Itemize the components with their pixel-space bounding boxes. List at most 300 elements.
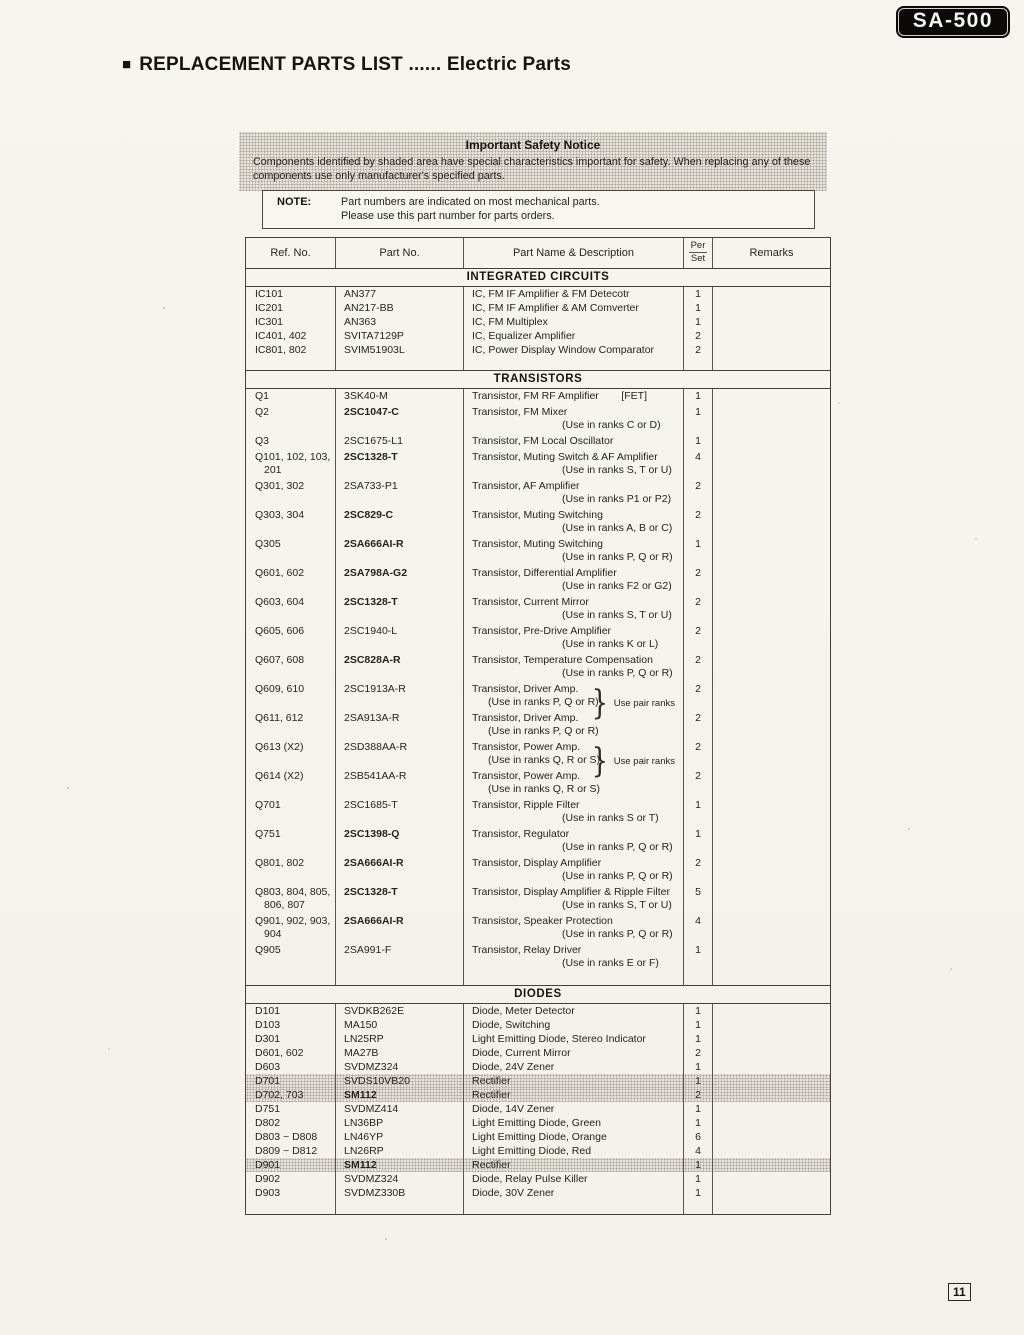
parts-table: [245, 237, 831, 1215]
remarks-cell: [713, 1158, 830, 1172]
ref-line: D903: [255, 1187, 281, 1199]
safety-notice-box: [239, 132, 827, 191]
per-set-cell: [684, 1018, 713, 1032]
description-line: Transistor, Pre-Drive Amplifier: [472, 625, 612, 637]
section-title: DIODES: [246, 985, 830, 1004]
qty-line: 1: [695, 944, 701, 956]
description-line: Transistor, Power Amp.: [472, 741, 581, 753]
description-cell: [464, 798, 684, 827]
description-cell: [464, 1018, 684, 1032]
part-number: 3SK40-M: [336, 389, 464, 405]
table-row: [246, 1060, 830, 1074]
remarks-cell: [713, 1046, 830, 1060]
part-number: 2SB541AA-R: [336, 769, 464, 798]
qty-line: 1: [695, 799, 701, 811]
ref-line: Q905: [255, 944, 281, 956]
ref-line: D701: [255, 1075, 281, 1087]
part-number: LN46YP: [336, 1130, 464, 1144]
description-cell: [464, 1102, 684, 1116]
ref-cell: [246, 1172, 336, 1186]
spacer-cell: [713, 357, 830, 370]
table-row: [246, 1004, 830, 1018]
part-number: 2SA666AI-R: [336, 856, 464, 885]
note-box: [262, 190, 815, 229]
part-number: SM112: [336, 1158, 464, 1172]
ref-line: Q3: [255, 435, 270, 447]
qty-line: [684, 725, 712, 738]
per-set-cell: [684, 1130, 713, 1144]
qty-line: 4: [695, 451, 701, 463]
ref-line: D702, 703: [255, 1089, 304, 1101]
table-row: [246, 711, 830, 740]
table-row: [246, 508, 830, 537]
part-number: 2SC1940-L: [336, 624, 464, 653]
description-line: Transistor, Regulator: [472, 828, 570, 840]
ref-cell: [246, 914, 336, 943]
remarks-cell: [713, 798, 830, 827]
table-row: [246, 1186, 830, 1200]
ref-line: D301: [255, 1033, 281, 1045]
qty-line: [684, 609, 712, 622]
ref-cell: [246, 479, 336, 508]
part-number: SVDS10VB20: [336, 1074, 464, 1088]
description-line: (Use in ranks S, T or U): [562, 464, 672, 476]
ref-cell: [246, 769, 336, 798]
qty-line: 4: [695, 915, 701, 927]
table-row: [246, 405, 830, 434]
remarks-cell: [713, 1172, 830, 1186]
remarks-cell: [713, 624, 830, 653]
note-line-1: Part numbers are indicated on most mechanical parts.: [341, 196, 600, 208]
model-badge: SA-500: [896, 6, 1010, 38]
ref-line: Q301, 302: [255, 480, 305, 492]
parts-table-body: [246, 269, 830, 1214]
part-number: SVITA7129P: [336, 329, 464, 343]
brace-glyph: }: [591, 683, 609, 723]
spacer-cell: [464, 1200, 684, 1214]
qty-line: 5: [695, 886, 701, 898]
part-number: MA150: [336, 1018, 464, 1032]
ref-cell: [246, 287, 336, 301]
qty-line: 1: [695, 1075, 701, 1087]
page-number: 11: [948, 1283, 971, 1301]
per-set-cell: [684, 798, 713, 827]
part-number: 2SA666AI-R: [336, 914, 464, 943]
qty-line: 2: [695, 330, 701, 342]
table-row: [246, 624, 830, 653]
description-line: (Use in ranks C or D): [562, 419, 661, 431]
description-line: Rectifier: [472, 1075, 511, 1087]
table-row: [246, 1158, 830, 1172]
remarks-cell: [713, 769, 830, 798]
description-cell: [464, 595, 684, 624]
per-set-cell: [684, 479, 713, 508]
remarks-cell: [713, 1088, 830, 1102]
description-line: Light Emitting Diode, Stereo Indicator: [472, 1033, 646, 1045]
remarks-cell: [713, 329, 830, 343]
ref-line: Q701: [255, 799, 281, 811]
per-set-cell: [684, 1172, 713, 1186]
header-set: Set: [690, 253, 706, 264]
description-line: (Use in ranks E or F): [562, 957, 659, 969]
part-number: MA27B: [336, 1046, 464, 1060]
qty-line: 2: [695, 857, 701, 869]
ref-line: Q601, 602: [255, 567, 305, 579]
qty-line: 1: [695, 1019, 701, 1031]
remarks-cell: [713, 508, 830, 537]
remarks-cell: [713, 1060, 830, 1074]
table-row: [246, 1144, 830, 1158]
table-row: [246, 329, 830, 343]
per-set-cell: [684, 450, 713, 479]
per-set-cell: [684, 1046, 713, 1060]
spacer-cell: [464, 972, 684, 985]
remarks-cell: [713, 389, 830, 405]
ref-cell: [246, 1186, 336, 1200]
description-line: Light Emitting Diode, Red: [472, 1145, 592, 1157]
ref-line: D103: [255, 1019, 281, 1031]
table-spacer-row: [246, 972, 830, 985]
qty-line: 1: [695, 1117, 701, 1129]
part-number: AN377: [336, 287, 464, 301]
description-cell: [464, 343, 684, 357]
qty-line: [684, 957, 712, 970]
description-line: (Use in ranks P, Q or R): [562, 667, 673, 679]
header-part-name-description: Part Name & Description: [464, 238, 684, 268]
part-number: SVDMZ324: [336, 1172, 464, 1186]
description-cell: [464, 624, 684, 653]
description-cell: [464, 885, 684, 914]
qty-line: 6: [695, 1131, 701, 1143]
description-line: Transistor, Muting Switching: [472, 509, 603, 521]
remarks-cell: [713, 1186, 830, 1200]
ref-cell: [246, 389, 336, 405]
ref-line: Q614 (X2): [255, 770, 304, 782]
table-row: [246, 1088, 830, 1102]
remarks-cell: [713, 301, 830, 315]
qty-line: [684, 812, 712, 825]
per-set-cell: [684, 943, 713, 972]
description-cell: [464, 450, 684, 479]
description-cell: [464, 856, 684, 885]
qty-line: 1: [695, 1159, 701, 1171]
description-cell: [464, 405, 684, 434]
description-cell: [464, 1186, 684, 1200]
part-number: 2SC1328-T: [336, 450, 464, 479]
qty-line: 2: [695, 1089, 701, 1101]
part-number: 2SC1913A-R: [336, 682, 464, 711]
description-line: Transistor, Display Amplifier: [472, 857, 602, 869]
part-number: SVDMZ330B: [336, 1186, 464, 1200]
qty-line: [684, 638, 712, 651]
description-cell: [464, 1060, 684, 1074]
description-suffix-note: [FET]: [621, 390, 647, 402]
per-set-cell: [684, 287, 713, 301]
table-row: [246, 537, 830, 566]
table-row: [246, 1074, 830, 1088]
ref-cell: [246, 1130, 336, 1144]
qty-line: 1: [695, 316, 701, 328]
qty-line: [684, 841, 712, 854]
table-row: [246, 827, 830, 856]
ref-line: IC101: [255, 288, 284, 300]
section-title: INTEGRATED CIRCUITS: [246, 269, 830, 287]
part-number: SM112: [336, 1088, 464, 1102]
pair-ranks-note: [589, 742, 675, 780]
description-line: IC, FM IF Amplifier & FM Detecotr: [472, 288, 630, 300]
description-line: Transistor, AF Amplifier: [472, 480, 580, 492]
ref-cell: [246, 1046, 336, 1060]
remarks-cell: [713, 827, 830, 856]
ref-cell: [246, 301, 336, 315]
pair-ranks-note: [589, 684, 675, 722]
description-line: Diode, 14V Zener: [472, 1103, 555, 1115]
table-header-row: [246, 238, 830, 269]
description-line: (Use in ranks P, Q or R): [562, 841, 673, 853]
page-title: [122, 54, 571, 76]
ref-line: Q751: [255, 828, 281, 840]
per-set-cell: [684, 682, 713, 711]
header-per-set: [684, 238, 713, 268]
description-cell: [464, 1004, 684, 1018]
spacer-cell: [684, 1200, 713, 1214]
description-cell: [464, 682, 684, 723]
description-line: Transistor, FM RF Amplifier [FET]: [472, 390, 647, 402]
per-set-cell: [684, 1102, 713, 1116]
ref-line: D809 ~ D812: [255, 1145, 318, 1157]
ref-line: D601, 602: [255, 1047, 304, 1059]
qty-line: 1: [695, 1103, 701, 1115]
ref-line: Q305: [255, 538, 281, 550]
description-line: Transistor, Current Mirror: [472, 596, 589, 608]
per-set-cell: [684, 1158, 713, 1172]
description-cell: [464, 1172, 684, 1186]
ref-line: Q101, 102, 103,: [255, 451, 331, 463]
qty-line: 1: [695, 302, 701, 314]
description-line: Light Emitting Diode, Orange: [472, 1131, 607, 1143]
table-row: [246, 479, 830, 508]
part-number: 2SC1047-C: [336, 405, 464, 434]
ref-line: D802: [255, 1117, 281, 1129]
description-line: (Use in ranks S, T or U): [562, 609, 672, 621]
qty-line: 1: [695, 828, 701, 840]
ref-line: D101: [255, 1005, 281, 1017]
remarks-cell: [713, 682, 830, 711]
description-cell: [464, 1074, 684, 1088]
per-set-cell: [684, 1088, 713, 1102]
description-line: Transistor, Muting Switch & AF Amplifier: [472, 451, 658, 463]
ref-line: Q613 (X2): [255, 741, 304, 753]
description-cell: [464, 1032, 684, 1046]
qty-line: 1: [695, 406, 701, 418]
description-line: Transistor, FM Local Oscillator: [472, 435, 614, 447]
description-line: (Use in ranks P, Q or R): [488, 725, 599, 737]
ref-line: Q611, 612: [255, 712, 304, 724]
table-row: [246, 1046, 830, 1060]
part-number: AN363: [336, 315, 464, 329]
qty-line: [684, 899, 712, 912]
per-set-cell: [684, 769, 713, 798]
part-number: 2SA798A-G2: [336, 566, 464, 595]
per-set-cell: [684, 343, 713, 357]
ref-cell: [246, 405, 336, 434]
spacer-cell: [246, 972, 336, 985]
description-cell: [464, 329, 684, 343]
per-set-cell: [684, 405, 713, 434]
ref-line: D902: [255, 1173, 281, 1185]
description-cell: [464, 1158, 684, 1172]
remarks-cell: [713, 1032, 830, 1046]
remarks-cell: [713, 740, 830, 769]
part-number: SVDKB262E: [336, 1004, 464, 1018]
description-cell: [464, 827, 684, 856]
page-title-text: REPLACEMENT PARTS LIST ...... Electric Parts: [139, 54, 572, 75]
table-row: [246, 595, 830, 624]
remarks-cell: [713, 1102, 830, 1116]
remarks-cell: [713, 1018, 830, 1032]
ref-line: D901: [255, 1159, 281, 1171]
table-spacer-row: [246, 1200, 830, 1214]
part-number: 2SC1328-T: [336, 885, 464, 914]
part-number: LN25RP: [336, 1032, 464, 1046]
table-row: [246, 315, 830, 329]
description-line: Transistor, Differential Amplifier: [472, 567, 617, 579]
qty-line: [684, 783, 712, 796]
description-cell: [464, 434, 684, 450]
qty-line: [684, 493, 712, 506]
ref-cell: [246, 943, 336, 972]
part-number: 2SA733-P1: [336, 479, 464, 508]
per-set-cell: [684, 914, 713, 943]
note-text: [341, 196, 600, 228]
table-row: [246, 1130, 830, 1144]
qty-line: 2: [695, 770, 701, 782]
ref-line: Q1: [255, 390, 270, 402]
part-number: LN26RP: [336, 1144, 464, 1158]
table-row: [246, 1116, 830, 1130]
qty-line: 1: [695, 1173, 701, 1185]
description-line: Transistor, Speaker Protection: [472, 915, 613, 927]
note-line-2: Please use this part number for parts orders.: [341, 209, 555, 222]
description-line: Transistor, Temperature Compensation: [472, 654, 653, 666]
ref-cell: [246, 1074, 336, 1088]
description-line: (Use in ranks A, B or C): [562, 522, 673, 534]
table-row: [246, 434, 830, 450]
safety-notice-title: Important Safety Notice: [465, 138, 601, 152]
header-per: Per: [690, 240, 706, 251]
per-set-cell: [684, 1004, 713, 1018]
qty-line: [684, 754, 712, 767]
spacer-cell: [713, 972, 830, 985]
qty-line: [684, 696, 712, 709]
ref-cell: [246, 343, 336, 357]
description-line: (Use in ranks Q, R or S): [488, 783, 601, 795]
ref-line: IC801, 802: [255, 344, 307, 356]
header-remarks: Remarks: [749, 247, 794, 259]
description-line: (Use in ranks K or L): [562, 638, 659, 650]
table-row: [246, 769, 830, 798]
ref-cell: [246, 653, 336, 682]
per-set-cell: [684, 1186, 713, 1200]
qty-line: 1: [695, 1187, 701, 1199]
part-number: 2SA666AI-R: [336, 537, 464, 566]
remarks-cell: [713, 405, 830, 434]
description-line: IC, FM Multiplex: [472, 316, 548, 328]
spacer-cell: [336, 972, 464, 985]
section-title: TRANSISTORS: [246, 370, 830, 389]
description-cell: [464, 943, 684, 972]
description-cell: [464, 315, 684, 329]
remarks-cell: [713, 479, 830, 508]
description-line: (Use in ranks P1 or P2): [562, 493, 672, 505]
part-number: 2SC828A-R: [336, 653, 464, 682]
remarks-cell: [713, 914, 830, 943]
description-line: Diode, 30V Zener: [472, 1187, 555, 1199]
description-cell: [464, 537, 684, 566]
spacer-cell: [713, 1200, 830, 1214]
description-cell: [464, 1130, 684, 1144]
description-cell: [464, 653, 684, 682]
qty-line: 1: [695, 538, 701, 550]
ref-line: Q603, 604: [255, 596, 305, 608]
table-row: [246, 343, 830, 357]
description-line: Transistor, Driver Amp.: [472, 683, 579, 695]
part-number: 2SD388AA-R: [336, 740, 464, 769]
remarks-cell: [713, 885, 830, 914]
table-row: [246, 914, 830, 943]
qty-line: 1: [695, 1061, 701, 1073]
per-set-cell: [684, 1144, 713, 1158]
description-line: Rectifier: [472, 1089, 511, 1101]
description-line: Rectifier: [472, 1159, 511, 1171]
remarks-cell: [713, 1130, 830, 1144]
per-set-cell: [684, 595, 713, 624]
ref-line: Q2: [255, 406, 270, 418]
description-line: Diode, Current Mirror: [472, 1047, 571, 1059]
description-line: Transistor, Relay Driver: [472, 944, 582, 956]
ref-line: IC301: [255, 316, 284, 328]
ref-cell: [246, 508, 336, 537]
description-cell: [464, 1116, 684, 1130]
remarks-cell: [713, 287, 830, 301]
per-set-cell: [684, 329, 713, 343]
per-set-cell: [684, 315, 713, 329]
description-cell: [464, 479, 684, 508]
table-row: [246, 653, 830, 682]
table-row: [246, 1102, 830, 1116]
ref-line: D803 ~ D808: [255, 1131, 318, 1143]
description-line: IC, Power Display Window Comparator: [472, 344, 655, 356]
description-line: (Use in ranks P, Q or R): [488, 696, 599, 708]
ref-cell: [246, 1004, 336, 1018]
ref-cell: [246, 827, 336, 856]
part-number: 2SC1675-L1: [336, 434, 464, 450]
description-line: (Use in ranks P, Q or R): [562, 870, 673, 882]
qty-line: [684, 870, 712, 883]
remarks-cell: [713, 653, 830, 682]
remarks-cell: [713, 537, 830, 566]
table-row: [246, 566, 830, 595]
part-number: 2SC1398-Q: [336, 827, 464, 856]
part-number: 2SA991-F: [336, 943, 464, 972]
ref-cell: [246, 711, 336, 740]
table-row: [246, 798, 830, 827]
ref-cell: [246, 315, 336, 329]
ref-cell: [246, 1088, 336, 1102]
ref-line: IC401, 402: [255, 330, 307, 342]
qty-line: 2: [695, 344, 701, 356]
remarks-cell: [713, 343, 830, 357]
